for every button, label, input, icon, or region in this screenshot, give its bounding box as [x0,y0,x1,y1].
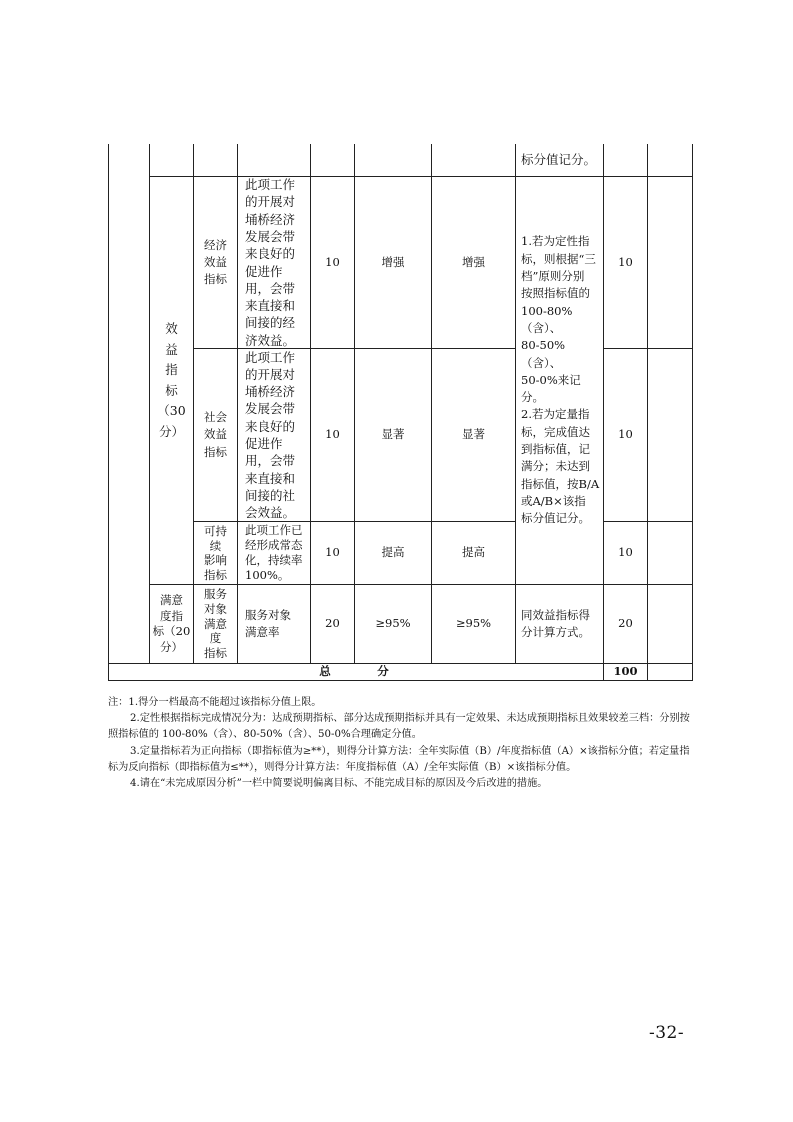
total-label-a: 总 [319,664,331,679]
notes [108,695,698,792]
actual-satisfaction: ≥95% [455,616,492,631]
scoring-method-satisfaction: 同效益指标得 分计算方式。 [521,607,590,639]
total-score: 100 [613,664,638,679]
target-economic: 增强 [381,254,405,269]
weight-economic: 10 [325,254,340,269]
sub-indicator-social: 社会 效益 指标 [204,410,227,459]
group-benefit-indicator: 效 益 指 标 （30 分） [157,321,186,439]
sub-indicator-satisfaction: 服务 对象 满意 度 指标 [204,587,227,661]
scoring-tail: 标分值记分。 [521,152,597,168]
note-4: 4.请在“未完成原因分析”一栏中简要说明偏离目标、不能完成目标的原因及今后改进的措施。 [130,778,548,790]
target-satisfaction: ≥95% [375,616,411,631]
actual-social: 显著 [462,427,485,442]
actual-sustainable: 提高 [462,545,485,560]
weight-sustainable: 10 [325,545,340,560]
score-social: 10 [618,427,633,442]
note-2: 2.定性根据指标完成情况分为：达成预期指标、部分达成预期指标并具有一定效果、未达成预期指标且效果较差三档：分别按照指标值的 100-80%（含）、80-50%（含）、50-0%合理确定分值。 [108,713,690,741]
sub-indicator-economic: 经济 效益 指标 [204,237,227,287]
indicator-desc-satisfaction: 服务对象 满意率 [245,607,291,639]
score-economic: 10 [618,254,633,269]
target-sustainable: 提高 [381,545,405,560]
score-sustainable: 10 [618,545,633,560]
sub-indicator-sustainable: 可持 续 影响 指标 [204,524,227,582]
weight-satisfaction: 20 [325,616,340,631]
note-3: 3.定量指标若为正向指标（即指标值为≥**），则得分计算方法：全年实际值（B）/年度指标值（A）×该指标分值；若定量指标为反向指标（即指标值为≤**），则得分计算方法：年度指标值（A）/全年实际值（B）×该指标分值。 [108,745,690,773]
score-satisfaction: 20 [618,616,633,631]
indicator-desc-sustainable: 此项工作已 经形成常态 化，持续率 100%。 [245,523,303,582]
scoring-method: 1.若为定性指 标，则根据“三 档”原则分别 按照指标值的 100-80%（含）、 80-50%（含）、 50-0%来记分。 2.若为定量指 标，完成值达 到指标值，记 满分；未达到 指标值，按B/A 或A/B×该指 标分值记分。 [521,234,600,526]
group-satisfaction-indicator: 满意 度指 标（20 分） [152,593,191,654]
indicator-desc-economic: 此项工作 的开展对 埇桥经济 发展会带 来良好的 促进作 用，会带 来直接和 间接的经 济效益。 [245,177,296,348]
total-label-b: 分 [377,664,389,679]
indicator-desc-social: 此项工作 的开展对 埇桥经济 发展会带 来良好的 促进作 用，会带 来直接和 间接的社 会效益。 [245,349,296,521]
weight-social: 10 [325,427,340,442]
actual-economic: 增强 [462,254,485,269]
note-1: 注：1.得分一档最高不能超过该指标分值上限。 [108,697,322,708]
page-number: -32- [649,1023,685,1043]
target-social: 显著 [381,427,405,442]
